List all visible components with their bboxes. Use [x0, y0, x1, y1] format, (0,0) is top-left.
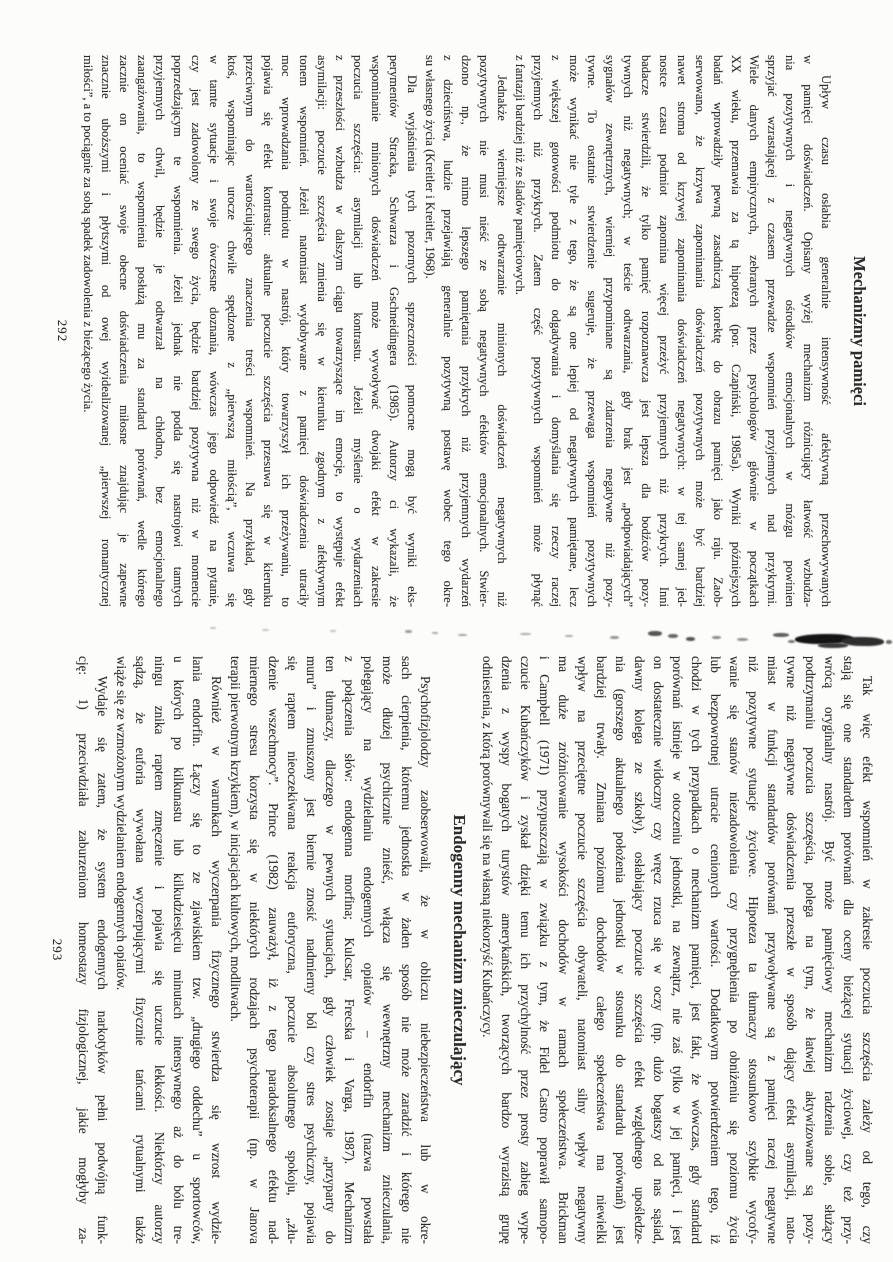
- text-line: Również w warunkach wyczerpania fizycznego stwierdza się wzrost wydzie-: [209, 676, 224, 1244]
- text-line: przyjemnych chwil, będzie je odtwarzał na chłodno, bez emocjonalnego: [153, 55, 167, 607]
- text-line: su własnego życia (Kreitler i Kreitler, 1968).: [423, 55, 437, 279]
- text-line: przyjemnych niż przykrych. Zatem część pozytywnych wspomnień może płynąć: [531, 55, 545, 607]
- text-line: z dzieciństwa, ludzie przejawiają generalnie pozytywną postawę wobec tego okre-: [441, 55, 455, 607]
- text-line: badacze stwierdzili, że tylko pamięć rozpoznawcza jest lepsza dla bodźców pozy-: [639, 55, 653, 607]
- text-line: wrócą oryginalny nastrój. Być może pamięciowy mechanizm radzenia sobie, służący: [822, 656, 837, 1244]
- text-line: czucie Kubańczyków i zyskał dzięki temu ich przychylność przez prosty zabieg wype-: [518, 656, 533, 1244]
- page-number-293: 293: [50, 938, 65, 962]
- gutter-smudge-blob: [842, 637, 884, 647]
- text-line: zaangażowania, to wspomnienia posłużą mu za standard porównań, wedle którego: [135, 55, 149, 607]
- text-line: nawet stroma od krzywej zapominania doświadczeń negatywnych: w tej samej jed-: [675, 55, 689, 607]
- text-line: tonem wspomnień. Jeżeli natomiast wydobywane z pamięci doświadczenia utraciły: [297, 55, 311, 607]
- text-line: poprzedzającym te wspomnienia. Jeżeli jednak nie podda się nastrojowi tamtych: [171, 55, 185, 607]
- text-line: z połączenia słów: endogenna morfina; Kulcsar, Frecska i Varga, 1987). Mechanizm: [342, 656, 357, 1244]
- text-line: dzenia z wyspy bogatych turystów amerykańskich, tworzących bardzo wyrazistą grupę: [499, 656, 514, 1244]
- text-line: nia (gorszego aktualnego położenia jednostki w stosunku do standardu porównań) jest: [613, 656, 628, 1244]
- text-line: pozytywnych nie musi nieść ze sobą negatywnych efektów emocjonalnych. Stwier-: [477, 55, 491, 607]
- text-line: ktoś, wspominając urocze chwile spędzone z „pierwszą miłością”, wczuwa się: [225, 55, 239, 607]
- text-line: XX wieku, przemawia za tą hipotezą (por. Czapiński, 1985a). Wyniki późniejszych: [729, 55, 743, 607]
- gutter-smudge-speck: [330, 630, 336, 632]
- text-line: lub bezpowrotnej utracie cenionych wartości. Dodatkowym potwierdzeniem tego, iż: [708, 656, 723, 1244]
- page-293: [48, 656, 877, 1244]
- gutter-smudge-dash: [737, 638, 748, 641]
- text-line: on dostatecznie widoczny czy wręcz rzuca się w oczy (np. dużo bogatszy od nas sąsiad,: [651, 656, 666, 1244]
- gutter-smudge-speck: [405, 630, 412, 633]
- gutter-smudge-blob: [818, 643, 848, 648]
- text-line: polegający na wydzielaniu endogennych opiatów – endorfin (nazwa powstała: [361, 656, 376, 1244]
- text-line: w tamte sytuacje i swoje ówczesne doznania, wówczas jego odpowiedź na pytanie,: [207, 55, 221, 607]
- text-line: cję: 1) przeciwdziała zaburzeniom homeostazy fizjologicznej, jakie mogłyby za-: [76, 656, 91, 1244]
- text-line: serwowano, że krzywa zapominania doświadczeń pozytywnych może być bardziej: [693, 55, 707, 607]
- text-line: ma duże zróżnicowanie wysokości dochodów w ramach społeczeństwa. Brickman: [556, 656, 571, 1244]
- gutter-smudge-speck: [565, 635, 573, 637]
- text-line: pojawia się efekt kontrastu: aktualne poczucie szczęścia przesuwa się w kierunku: [261, 55, 275, 607]
- text-line: może wynikać nie tyle z tego, że są one lepiej od negatywnych pamiętane, lecz: [567, 55, 581, 607]
- text-line: zacznie on oceniać swoje obecne doświadczenia miłosne znajdując je zapewne: [117, 55, 131, 607]
- text-line: wpływ na przeciętne poczucie szczęścia obywateli, natomiast silny wpływ negatywny: [575, 656, 590, 1244]
- text-line: chodzi w tych przypadkach o mechanizm pamięci, jest fakt, że wówczas, gdy standard: [689, 656, 704, 1244]
- gutter-smudge-speck: [432, 632, 438, 634]
- text-line: badań wprowadziły pewną zasadniczą korektę do obrazu pamięci jako raju. Zaob-: [711, 55, 725, 607]
- text-line: może dłużej psychicznie znieść, włącza się wewnętrzny mechanizm znieczulania,: [380, 656, 395, 1244]
- gutter-smudge-speck: [520, 633, 531, 635]
- section-heading: Endogenny mechanizm znieczulający: [450, 814, 469, 1086]
- gutter-smudge-dash: [668, 634, 678, 638]
- text-line: czy jest zadowolony ze swego życia, będzie bardziej pozytywna niż w momencie: [189, 55, 203, 607]
- text-line: nostce czasu podmiot zapomina więcej przeżyć przyjemnych niż przykrych. Inni: [657, 55, 671, 607]
- text-line: podtrzymaniu poczucia szczęścia, polega na tym, że łatwiej aktywizowane są pozy-: [803, 656, 818, 1244]
- text-line: terapii pierwotnym krzykiem), w inicjacjach kultowych, modlitwach.: [228, 656, 243, 1022]
- text-line: ten tłumaczy, dlaczego w pewnych sytuacjach, gdy człowiek zostaje „przyparty do: [323, 656, 338, 1244]
- text-line: Tak więc efekt wspomnień w zakresie poczucia szczęścia zależy od tego, czy: [860, 676, 875, 1244]
- text-line: tywnych niż negatywnych; w teście odtwarzania, gdy brak jest „podpowiadających”: [621, 55, 635, 607]
- text-line: bardziej trwały. Zmiana poziomu dochodów całego społeczeństwa ma niewielki: [594, 656, 609, 1244]
- text-line: miłości”, a to pociągnie za sobą spadek zadowolenia z bieżącego życia.: [81, 55, 95, 413]
- text-line: sygnałów zewnętrznych, wierniej przypominane są zdarzenia negatywne niż pozy-: [603, 55, 617, 607]
- text-line: lania endorfin. Łączy się to ze zjawiskiem tzw. „drugiego oddechu” u sportowców,: [190, 656, 205, 1244]
- gutter-smudge-dash: [686, 637, 695, 641]
- text-line: poczucia szczęścia: asymilacji lub kontrastu. Jeżeli myślenie o wydarzeniach: [351, 55, 365, 607]
- text-line: tywne. To ostatnie stwierdzenie sugeruje, że przewaga wspomnień pozytywnych: [585, 55, 599, 607]
- text-line: Wiele danych empirycznych, zebranych przez psychologów głównie w początkach: [747, 55, 761, 607]
- gutter-smudge-speck: [610, 636, 619, 639]
- text-line: ningu znika raptem zmęczenie i pojawia się uczucie lekkości. Niektórzy autorzy: [152, 656, 167, 1244]
- text-line: Upływ czasu osłabia generalnie intensywność afektywną przechowywanych: [819, 75, 833, 607]
- text-line: Dla wyjaśnienia tych pozornych sprzeczności pomocne mogą być wyniki eks-: [405, 75, 419, 607]
- page-292: [53, 55, 877, 607]
- text-line: dzono np., że mimo lepszego pamiętania przykrych niż przyjemnych wydarzeń: [459, 55, 473, 607]
- text-line: w pamięci doświadczeń. Opisany wyżej mechanizm różnicujący łatwość wzbudza-: [801, 55, 815, 607]
- text-line: niż pozytywne sytuacje życiowe. Hipoteza ta tłumaczy stosunkowo szybkie wycofy-: [746, 656, 761, 1244]
- text-line: stają się one standardem porównań dla oceny bieżącej sytuacji życiowej, czy też przy-: [841, 656, 856, 1244]
- text-line: dzenie wszechmocy”. Prince (1982) zauważył, iż z tego paradoksalnego efektu nad-: [266, 656, 281, 1244]
- text-line: perymentów Stracka, Schwarza i Gschneidingera (1985). Autorzy ci wykazali, że: [387, 55, 401, 607]
- text-line: porównań istnieje w otoczeniu jednostki, na zewnątrz, nie zaś tylko w jej pamięci, i jest: [670, 656, 685, 1244]
- gutter-smudge-dash: [788, 640, 795, 643]
- text-line: sądzą, że euforia wywołana wyczerpującymi fizycznie tańcami rytualnymi także: [133, 656, 148, 1244]
- gutter-smudge-speck: [210, 627, 216, 629]
- page-293-text: [74, 656, 877, 1244]
- text-line: miernego stresu korzysta się w niektórych rodzajach psychoterapii (np. w Janova: [247, 656, 262, 1244]
- text-line: sach cierpienia, któremu jednostka w żaden sposób nie może zaradzić i którego nie: [399, 656, 414, 1244]
- text-line: przeciwnym do wartościującego znaczenia treści wspomnień. Na przykład, gdy: [243, 55, 257, 607]
- page-292-text: [79, 55, 871, 607]
- text-line: odniesienia, z którą porównywali się na własną niekorzyść Kubańczycy.: [480, 656, 495, 1038]
- text-line: wiąże się ze wzmożonym wydzielaniem endogennych opiatów.: [114, 656, 129, 991]
- text-line: Psychofizjolodzy zaobserwowali, że w obliczu niebezpieczeństwa lub w okre-: [418, 676, 433, 1244]
- gutter-smudge-dash: [773, 633, 789, 637]
- text-line: Wydaje się zatem, że system endogennych narkotyków pełni podwójną funk-: [95, 676, 110, 1244]
- gutter-smudge-dash: [648, 631, 662, 636]
- gutter-smudge-dash: [712, 636, 721, 639]
- text-line: u których po kilkunastu lub kilkudziesięciu minutach intensywnego aż do bólu tre-: [171, 656, 186, 1244]
- text-line: z większej gotowości podmiotu do odgadywania i domyślania się rzeczy raczej: [549, 55, 563, 607]
- text-line: nia pozytywnych i negatywnych ośrodków emocjonalnych w mózgu powinien: [783, 55, 797, 607]
- text-line: asymilacji: poczucie szczęścia zmienia się w kierunku zgodnym z afektywnym: [315, 55, 329, 607]
- text-line: znacznie uboższymi i płytszymi od owej wyidealizowanej „pierwszej romantycznej: [99, 55, 113, 607]
- text-line: się raptem nieoczekiwana reakcja euforyczna, poczucie absolutnego spokoju, „złu-: [285, 656, 300, 1244]
- gutter-smudge-speck: [262, 629, 269, 631]
- text-line: tywne niż negatywne doświadczenia przeszłe w sposób dający efekt asymilacji, nato-: [784, 656, 799, 1244]
- text-line: sprzyjać wzrastającej z czasem przewadze wspomnień przyjemnych nad przykrymi.: [765, 55, 779, 607]
- text-line: muru” i zmuszony jest biernie znosić nadmierny ból czy stres psychiczny, pojawia: [304, 656, 319, 1244]
- text-line: moc wprowadzania podmiotu w nastrój, który towarzyszył ich przeżywaniu, to: [279, 55, 293, 607]
- text-line: i Campbell (1971) przypuszczają w związku z tym, że Fidel Castro poprawił samopo-: [537, 656, 552, 1244]
- gutter-smudge-dash: [886, 640, 892, 644]
- section-heading: Mechanizmy pamięci: [850, 256, 869, 406]
- page-number-292: 292: [55, 319, 70, 343]
- text-line: miast w funkcji standardów porównań przywoływane są z pamięci raczej negatywne: [765, 656, 780, 1244]
- text-line: z fantazji bardziej niż ze śladów pamięciowych.: [513, 55, 527, 295]
- text-line: z przeszłości wzbudza w dalszym ciągu towarzyszące im emocje, to występuje efekt: [333, 55, 347, 607]
- gutter-smudge-speck: [458, 634, 467, 636]
- text-line: wanie się stanów niezadowolenia czy przygnębienia po obniżeniu się poziomu życia: [727, 656, 742, 1244]
- text-line: Jednakże wierniejsze odtwarzanie minionych doświadczeń negatywnych niż: [495, 75, 509, 607]
- text-line: dawny kolega ze szkoły), osłabiający poczucie szczęścia efekt względnego upośledze-: [632, 656, 647, 1244]
- text-line: wspominanie minionych doświadczeń może wywoływać dwojaki efekt w zakresie: [369, 55, 383, 607]
